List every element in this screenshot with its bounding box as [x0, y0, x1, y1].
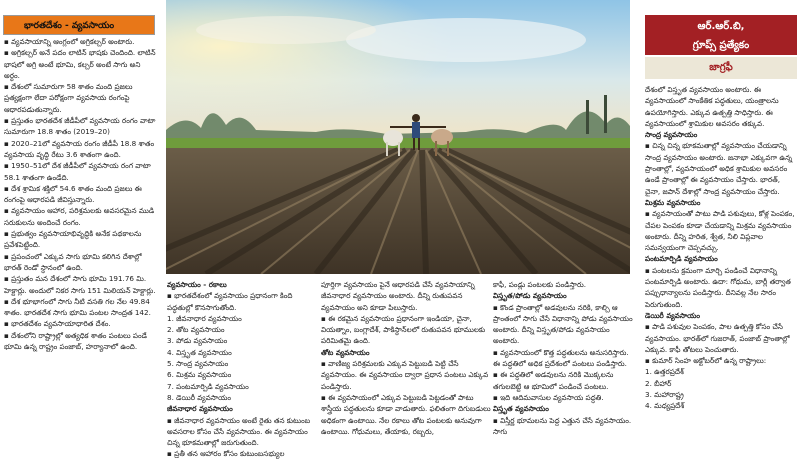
left-section-header: భారతదేశం - వ్యవసాయం [3, 15, 155, 35]
middle-column-1 [167, 279, 317, 475]
list-item: 8. డెయిరీ వ్యవసాయం [167, 392, 231, 402]
paragraph: ▪ ప్రపంచంలో ఎక్కువ సాగు భూమి కలిగిన దేశాల్లో భారత్ రెండో స్థానంలో ఉంది. [4, 251, 142, 272]
paragraph: కాఫీ, పండ్లు పంటలకు పండిస్తారు. [493, 280, 586, 289]
section-heading: సాంద్ర వ్యవసాయం [645, 130, 698, 140]
section-heading: పంటమార్పిడి వ్యవసాయం [645, 254, 718, 264]
exam-banner [645, 15, 797, 55]
list-item: 6. మిశ్రమ వ్యవసాయం [167, 370, 232, 380]
paragraph: పూర్తిగా వ్యవసాయం పైనే ఆధారపడి చేసే వ్యవసాయాన్ని జీవనాధార వ్యవసాయం అంటారు. దీన్ని రుతుపవన వ్యవసాయం అని కూడా పిలుస్తారు. [321, 280, 475, 312]
paragraph: ▪ దేశంలోని రాష్ట్రాల్లో అత్యధిక శాతం పంటలు పండే భూమి ఉన్న రాష్ట్రం పంజాబ్, హర్యానాలో ఉంది. [4, 330, 147, 352]
paragraph: ▪ ప్రస్తుతం మన దేశంలో సాగు భూమి 191.76 మి. హెక్టార్లు. అందులో నికర సాగు 151 మిలియన్ హెక్టార్లు. [4, 274, 156, 295]
farm-photo [166, 0, 630, 274]
section-heading: వ్యవసాయం - రకాలు [167, 280, 227, 289]
right-body [645, 84, 797, 412]
paragraph: ▪ దేశ భూభాగంలో సాగు నీటి వసతి గల నేల 49.84 శాతం. భారతదేశ సాగు భూమి పంటల సాంద్రత 142. [4, 296, 151, 318]
paragraph: ▪ ఈ రకమైన వ్యవసాయం ప్రధానంగా ఇండియా, చైనా, వియత్నాం, బంగ్లాదేశ్, పాకిస్థాన్‌లలో రుతుపవన భూములకు పరిమితమై ఉంది. [321, 313, 486, 346]
paragraph: ▪ దేశ శ్రామిక శక్తిలో 54.6 శాతం మంది ప్రజలు ఈ రంగంపై ఆధారపడి జీవిస్తున్నారు. [4, 183, 142, 205]
left-body [4, 36, 156, 352]
paragraph: ▪ వ్యవసాయంతో పాటు పాడి పశువులు, కోళ్ల పెంపకం, చేపల పెంపకం కూడా చేయడాన్ని మిశ్రమ వ్యవసాయం అంటారు. దీన్ని హరిత, శ్వేత, నీలి విప్లవాల సమన్వయంగా చెప్పవచ్చు. [645, 209, 795, 253]
paragraph: ▪ పంటలను క్రమంగా మార్చి పండించే విధానాన్ని పంటమార్పిడి అంటారు. ఉదా: గోధుమ, బార్లీ తర్వాత పప్పుధాన్యాలను పండిస్తారు. దీనివల్ల నేల సారం పెరుగుతుంది. [645, 265, 791, 309]
paragraph: ▪ వ్యవసాయాన్ని ఆంగ్లంలో అగ్రికల్చర్ అంటారు. [4, 37, 135, 46]
list-item: 5. సాంద్ర వ్యవసాయం [167, 359, 229, 369]
paragraph: ▪ అగ్రికల్చర్ అనే పదం లాటిన్ భాషకు చెందింది. లాటిన్ భాషలో అగ్రి అంటే భూమి, కల్చర్ అంటే సాగు అని అర్థం. [4, 48, 156, 80]
paragraph: ▪ వ్యవసాయం ఆహార, పరిశ్రమలకు అవసరమైన ముడి సరుకులను అందించే రంగం. [4, 206, 155, 227]
paragraph: ▪ ఈ వ్యవసాయంలో ఎక్కువ పెట్టుబడి పెట్టడంతో పాటు శాస్త్రీయ పద్ధతులను కూడా వాడుతారు. ఫలితంగా దిగుబడులు అధికంగా ఉంటాయి. నేల రకాలు తోట పంటలకు అనువుగా ఉంటాయి. గోధుమలు, తేయాకు, రబ్బరు, [321, 392, 491, 436]
paragraph: దేశంలో విస్తృత వ్యవసాయం అంటారు. ఈ వ్యవసాయంలో సాంకేతిక పద్ధతులు, యంత్రాలను ఉపయోగిస్తారు. ఎక్కువ ఉత్పత్తి సాధిస్తారు. ఈ వ్యవసాయంలో శ్రామికుల అవసరం తక్కువ. [645, 85, 779, 128]
middle-column-2 [321, 279, 491, 475]
paragraph: ▪ 1950–51లో దేశ జీడీపీలో వ్యవసాయ రంగ వాటా 58.1 శాతంగా ఉండేది. [4, 161, 151, 182]
list-item: 7. పంటమార్పిడి వ్యవసాయం [167, 381, 249, 391]
paragraph: ▪ పాడి పశువుల పెంపకం, పాల ఉత్పత్తి కోసం చేసే వ్యవసాయం. భారత్‌లో గుజరాత్, పంజాబ్ ప్రాంతాల్లో ఎక్కువ. కాఫీ తోటలు పెంచుతారు. [645, 322, 790, 354]
section-heading: తోట వ్యవసాయం [321, 347, 370, 357]
list-item: 4. విస్తృత వ్యవసాయం [167, 347, 232, 357]
paragraph: ▪ ఈ పద్ధతిలో అడవులను నరికి మొక్కలను తగులబెట్టి ఆ భూమిలో పండించే పంటలు. [493, 370, 614, 391]
left-column [0, 0, 160, 475]
paragraph: ▪ కొండ ప్రాంతాల్లో అడవులను నరికి, కాల్చి ఆ ప్రాంతంలో సాగు చేసే విధానాన్ని పోడు వ్యవసాయం అంటారు. దీన్ని విస్తృత/పోడు వ్యవసాయం అంటారు. [493, 302, 633, 346]
middle-column-3 [493, 279, 633, 475]
section-heading: విస్తృత వ్యవసాయం [493, 404, 549, 414]
list-item: 1. జీవనాధార వ్యవసాయం [167, 313, 242, 323]
paragraph: ▪ దేశంలో సుమారుగా 58 శాతం మంది ప్రజలు ప్రత్యక్షంగా లేదా పరోక్షంగా వ్యవసాయ రంగంపై ఆధారపడుతున్నారు. [4, 82, 133, 114]
paragraph: ▪ జీవనాధార వ్యవసాయం అంటే రైతు తన కుటుంబ అవసరాల కోసం చేసే వ్యవసాయం. ఈ వ్యవసాయం చిన్న భూకమతాల్లో జరుగుతుంది. [167, 415, 311, 448]
list-item: 3. పోడు వ్యవసాయం [167, 336, 228, 346]
list-item: 3. మహారాష్ట్ర [645, 390, 684, 400]
paragraph: ▪ కుమార్ సింహ అక్టోబర్‌లో ఉన్న రాష్ట్రాలు: [645, 356, 767, 366]
list-item: 1. ఉత్తరప్రదేశ్ [645, 367, 684, 377]
right-column [640, 0, 800, 475]
list-item: 2. బీహార్ [645, 378, 672, 388]
paragraph: ▪ ప్రతీ తన ఆహారం కోసం కుటుంబసభ్యుల [167, 449, 285, 459]
paragraph: ▪ 2020–21లో వ్యవసాయ రంగం జీడీపీ 18.8 శాతం వ్యవసాయ వృద్ధి రేటు 3.6 శాతంగా ఉంది. [4, 138, 155, 159]
paragraph: ▪ భారతదేశంలో వ్యవసాయం ప్రధానంగా కింది పద్ధతుల్లో కొనసాగుతోంది. [167, 291, 293, 312]
banner-line-2: గ్రూప్స్ ప్రత్యేకం [692, 40, 750, 51]
paragraph: ▪ విస్తీర్ణ భూమలను పెద్ద ఎత్తున చేసే వ్యవసాయం. సాగు [493, 415, 632, 436]
section-heading: విస్తృత/పోడు వ్యవసాయం [493, 291, 567, 301]
paragraph: ▪ ఇది ఆదిమవాసుల వ్యవసాయ పద్ధతి. [493, 392, 604, 402]
paragraph: ▪ వ్యవసాయంలో కొత్త పద్ధతులను అనుసరిస్తారు. ఈ పద్ధతిలో అధిక ప్రదేశంలో పంటలు పండిస్తారు. [493, 347, 629, 369]
section-heading: జీవనాధార వ్యవసాయం [167, 404, 233, 414]
subject-label: జాగ్రఫీ [645, 57, 797, 79]
list-item: 2. తోట వ్యవసాయం [167, 325, 225, 335]
paragraph: ▪ భారతదేశం వ్యవసాయాధారిత దేశం. [4, 319, 111, 329]
section-heading: డెయిరీ వ్యవసాయం [645, 310, 701, 320]
paragraph: ▪ వాణిజ్య పరిశ్రమలకు ఎక్కువ పెట్టుబడి పెట్టి చేసే వ్యవసాయం. ఈ వ్యవసాయం ద్వారా ప్రధాన పంటలు ఎక్కువ పండిస్తారు. [321, 359, 489, 391]
list-item: 4. మధ్యప్రదేశ్ [645, 401, 685, 411]
section-heading: మిశ్రమ వ్యవసాయం [645, 197, 701, 207]
paragraph: ▪ ప్రభుత్వం వ్యవసాయాభివృద్ధికి అనేక పథకాలను ప్రవేశపెట్టింది. [4, 229, 142, 250]
paragraph: ▪ చిన్న చిన్న భూకమతాల్లో వ్యవసాయం చేయడాన్ని సాంద్ర వ్యవసాయం అంటారు. జనాభా ఎక్కువగా ఉన్న ప్రాంతాల్లో, వ్యవసాయంలో అధిక శ్రామికుల అవసరం ఉండే ప్రాంతాల్లో ఈ వ్యవసాయం చేస్తారు. భారత్, చైనా, జపాన్ దేశాల్లో సాంద్ర వ్యవసాయం చేస్తారు. [645, 141, 793, 196]
banner-line-1: ఆర్.ఆర్.బి, [697, 21, 745, 32]
paragraph: ▪ ప్రస్తుతం భారతదేశ జీడీపీలో వ్యవసాయ రంగం వాటా సుమారుగా 18.8 శాతం (2019–20) [4, 116, 156, 137]
